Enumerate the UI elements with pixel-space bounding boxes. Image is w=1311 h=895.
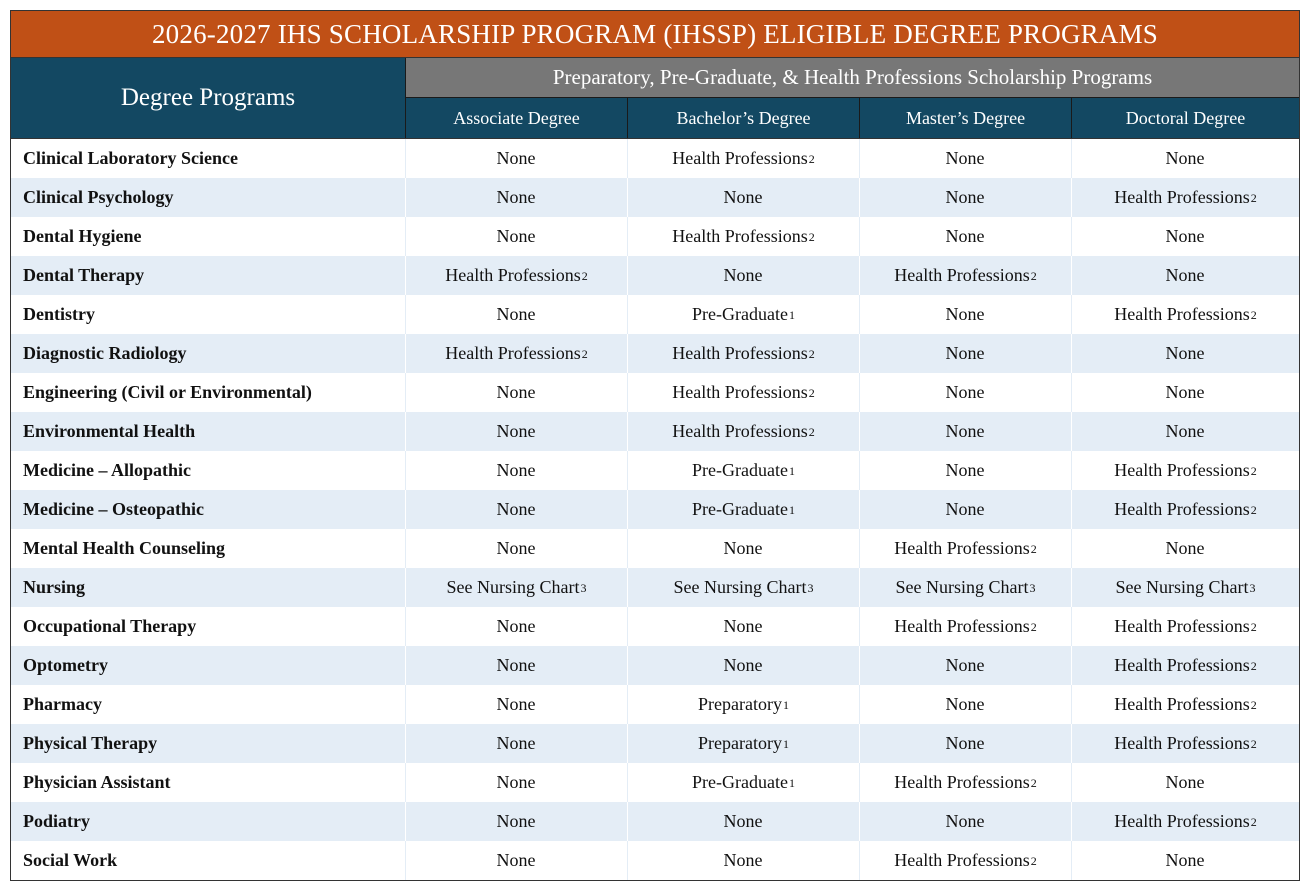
degree-program-name: Physician Assistant — [11, 763, 406, 802]
table-row — [11, 607, 1299, 646]
eligibility-value: Health Professions — [894, 616, 1030, 636]
degree-program-name: Clinical Laboratory Science — [11, 139, 406, 178]
degree-program-name: Optometry — [11, 646, 406, 685]
eligibility-cell — [406, 451, 628, 490]
eligibility-value: Health Professions — [894, 538, 1030, 558]
eligibility-cell — [628, 646, 860, 685]
degree-program-name: Podiatry — [11, 802, 406, 841]
eligibility-value: None — [496, 148, 536, 168]
eligibility-value: None — [945, 733, 985, 753]
eligibility-cell: Health Professions 2 — [628, 373, 860, 412]
table-row — [11, 295, 1299, 334]
table-row — [11, 646, 1299, 685]
eligibility-cell — [406, 373, 628, 412]
column-header-bachelors: Bachelor’s Degree — [628, 98, 860, 138]
eligibility-value: None — [496, 382, 536, 402]
degree-program-name: Dentistry — [11, 295, 406, 334]
eligibility-cell — [628, 178, 860, 217]
eligibility-value: Health Professions — [672, 382, 808, 402]
eligibility-value: Pre-Graduate — [692, 304, 788, 324]
eligibility-cell — [1072, 529, 1299, 568]
eligibility-cell — [406, 685, 628, 724]
eligibility-value: None — [945, 655, 985, 675]
eligibility-cell: Health Professions 2 — [1114, 733, 1257, 753]
eligibility-cell — [406, 646, 628, 685]
eligibility-table — [10, 10, 1300, 881]
eligibility-value: None — [723, 187, 763, 207]
row-label-header: Degree Programs — [11, 58, 406, 138]
eligibility-cell: Health Professions 2 — [406, 256, 628, 295]
table-row — [11, 373, 1299, 412]
column-header-masters: Master’s Degree — [860, 98, 1072, 138]
table-row — [11, 256, 1299, 295]
eligibility-value: Pre-Graduate — [692, 772, 788, 792]
eligibility-cell: Pre-Graduate 1 — [628, 763, 860, 802]
eligibility-cell: Pre-Graduate 1 — [628, 490, 860, 529]
eligibility-cell: Health Professions 2 — [628, 217, 860, 256]
eligibility-value: None — [1165, 343, 1205, 363]
eligibility-cell — [406, 841, 628, 880]
degree-program-name: Mental Health Counseling — [11, 529, 406, 568]
degree-program-name: Medicine – Allopathic — [11, 451, 406, 490]
eligibility-cell: Health Professions 2 — [1114, 655, 1257, 675]
table-row — [11, 685, 1299, 724]
eligibility-cell: Health Professions 2 — [628, 334, 860, 373]
degree-program-name: Social Work — [11, 841, 406, 880]
eligibility-value: None — [1165, 226, 1205, 246]
eligibility-cell: See Nursing Chart 3 — [628, 568, 860, 607]
eligibility-cell — [406, 178, 628, 217]
eligibility-value: Health Professions — [1114, 733, 1250, 753]
eligibility-value: None — [1165, 148, 1205, 168]
eligibility-value: Health Professions — [1114, 694, 1250, 714]
eligibility-cell: Health Professions 2 — [1114, 694, 1257, 714]
table-row — [11, 412, 1299, 451]
eligibility-value: None — [496, 187, 536, 207]
eligibility-cell — [860, 373, 1072, 412]
degree-program-name: Nursing — [11, 568, 406, 607]
eligibility-value: See Nursing Chart — [1115, 577, 1249, 597]
eligibility-cell: Health Professions 2 — [1114, 499, 1257, 519]
eligibility-cell — [1072, 373, 1299, 412]
eligibility-cell — [1072, 139, 1299, 178]
eligibility-cell: Health Professions 2 — [628, 412, 860, 451]
eligibility-cell — [406, 802, 628, 841]
eligibility-cell — [628, 529, 860, 568]
eligibility-value: None — [496, 460, 536, 480]
eligibility-value: Health Professions — [672, 148, 808, 168]
eligibility-value: See Nursing Chart — [673, 577, 807, 597]
table-row — [11, 763, 1299, 802]
degree-program-name: Diagnostic Radiology — [11, 334, 406, 373]
eligibility-cell — [406, 490, 628, 529]
column-header-group — [406, 58, 1299, 138]
eligibility-cell: See Nursing Chart 3 — [860, 568, 1072, 607]
eligibility-cell — [406, 724, 628, 763]
eligibility-value: See Nursing Chart — [446, 577, 580, 597]
eligibility-value: None — [945, 499, 985, 519]
eligibility-value: Health Professions — [1114, 187, 1250, 207]
degree-program-name: Medicine – Osteopathic — [11, 490, 406, 529]
eligibility-cell — [628, 802, 860, 841]
eligibility-cell — [1072, 217, 1299, 256]
eligibility-cell — [860, 490, 1072, 529]
eligibility-value: None — [496, 850, 536, 870]
eligibility-value: None — [496, 304, 536, 324]
eligibility-value: Health Professions — [894, 850, 1030, 870]
eligibility-cell: Preparatory 1 — [628, 724, 860, 763]
eligibility-value: None — [496, 538, 536, 558]
eligibility-value: See Nursing Chart — [895, 577, 1029, 597]
degree-program-name: Dental Therapy — [11, 256, 406, 295]
table-row — [11, 217, 1299, 256]
eligibility-value: None — [496, 616, 536, 636]
eligibility-value: None — [496, 421, 536, 441]
eligibility-value: None — [945, 304, 985, 324]
eligibility-value: None — [945, 226, 985, 246]
eligibility-value: None — [1165, 538, 1205, 558]
eligibility-cell — [628, 607, 860, 646]
eligibility-cell — [860, 724, 1072, 763]
eligibility-value: None — [1165, 772, 1205, 792]
scholarship-group-header: Preparatory, Pre-Graduate, & Health Professions Scholarship Programs — [406, 58, 1299, 98]
eligibility-cell: Health Professions 2 — [1114, 460, 1257, 480]
table-row — [11, 724, 1299, 763]
eligibility-cell — [860, 646, 1072, 685]
eligibility-value: None — [1165, 382, 1205, 402]
eligibility-cell — [1072, 763, 1299, 802]
eligibility-cell: Health Professions 2 — [1114, 304, 1257, 324]
degree-program-name: Clinical Psychology — [11, 178, 406, 217]
column-header-associate: Associate Degree — [406, 98, 628, 138]
eligibility-cell — [406, 607, 628, 646]
eligibility-value: None — [496, 226, 536, 246]
eligibility-cell — [860, 217, 1072, 256]
eligibility-value: None — [945, 382, 985, 402]
table-row — [11, 490, 1299, 529]
eligibility-cell — [1072, 334, 1299, 373]
eligibility-cell: Health Professions 2 — [860, 607, 1072, 646]
eligibility-value: Health Professions — [894, 772, 1030, 792]
eligibility-value: Preparatory — [698, 733, 782, 753]
eligibility-value: Pre-Graduate — [692, 499, 788, 519]
eligibility-cell: Preparatory 1 — [628, 685, 860, 724]
eligibility-value: Health Professions — [445, 265, 581, 285]
eligibility-cell — [860, 685, 1072, 724]
eligibility-cell — [406, 295, 628, 334]
eligibility-cell — [1072, 256, 1299, 295]
eligibility-cell: See Nursing Chart 3 — [1115, 577, 1256, 597]
eligibility-cell: Health Professions 2 — [1114, 187, 1257, 207]
table-row — [11, 529, 1299, 568]
eligibility-cell — [628, 256, 860, 295]
eligibility-value: None — [945, 343, 985, 363]
table-title: 2026-2027 IHS SCHOLARSHIP PROGRAM (IHSSP) ELIGIBLE DEGREE PROGRAMS — [11, 11, 1299, 58]
eligibility-value: Health Professions — [672, 226, 808, 246]
eligibility-value: Health Professions — [1114, 304, 1250, 324]
eligibility-value: Pre-Graduate — [692, 460, 788, 480]
eligibility-cell — [860, 295, 1072, 334]
eligibility-cell: Health Professions 2 — [860, 841, 1072, 880]
eligibility-cell: Health Professions 2 — [1114, 616, 1257, 636]
eligibility-cell: Pre-Graduate 1 — [628, 451, 860, 490]
eligibility-value: None — [945, 460, 985, 480]
eligibility-value: Health Professions — [1114, 616, 1250, 636]
eligibility-value: None — [723, 538, 763, 558]
eligibility-value: None — [723, 616, 763, 636]
eligibility-value: None — [496, 694, 536, 714]
table-body — [11, 139, 1299, 880]
degree-program-name: Occupational Therapy — [11, 607, 406, 646]
eligibility-cell — [860, 178, 1072, 217]
eligibility-value: None — [496, 811, 536, 831]
table-row — [11, 802, 1299, 841]
eligibility-value: None — [496, 772, 536, 792]
eligibility-cell — [628, 841, 860, 880]
eligibility-value: None — [945, 148, 985, 168]
eligibility-cell — [406, 139, 628, 178]
eligibility-cell — [406, 217, 628, 256]
eligibility-cell — [860, 334, 1072, 373]
eligibility-cell: Health Professions 2 — [1114, 811, 1257, 831]
eligibility-value: Health Professions — [672, 421, 808, 441]
eligibility-cell — [860, 139, 1072, 178]
eligibility-value: Preparatory — [698, 694, 782, 714]
degree-program-name: Engineering (Civil or Environmental) — [11, 373, 406, 412]
degree-program-name: Pharmacy — [11, 685, 406, 724]
eligibility-cell: See Nursing Chart 3 — [406, 568, 628, 607]
eligibility-cell: Health Professions 2 — [406, 334, 628, 373]
eligibility-cell — [1072, 841, 1299, 880]
eligibility-cell — [406, 529, 628, 568]
table-header — [11, 58, 1299, 139]
eligibility-cell — [406, 763, 628, 802]
eligibility-cell: Pre-Graduate 1 — [628, 295, 860, 334]
eligibility-value: Health Professions — [1114, 499, 1250, 519]
eligibility-cell: Health Professions 2 — [860, 763, 1072, 802]
eligibility-value: None — [1165, 850, 1205, 870]
eligibility-cell — [860, 802, 1072, 841]
column-header-doctoral: Doctoral Degree — [1125, 107, 1246, 128]
eligibility-value: None — [496, 733, 536, 753]
table-row — [11, 139, 1299, 178]
eligibility-cell: Health Professions 2 — [628, 139, 860, 178]
eligibility-value: None — [723, 811, 763, 831]
eligibility-value: None — [945, 811, 985, 831]
eligibility-value: None — [723, 655, 763, 675]
degree-program-name: Environmental Health — [11, 412, 406, 451]
eligibility-value: None — [723, 850, 763, 870]
eligibility-value: None — [723, 265, 763, 285]
eligibility-value: Health Professions — [894, 265, 1030, 285]
degree-program-name: Physical Therapy — [11, 724, 406, 763]
table-row — [11, 178, 1299, 217]
eligibility-value: None — [945, 187, 985, 207]
table-row — [11, 451, 1299, 490]
eligibility-cell — [406, 412, 628, 451]
eligibility-value: None — [496, 655, 536, 675]
eligibility-value: Health Professions — [1114, 655, 1250, 675]
eligibility-value: Health Professions — [1114, 811, 1250, 831]
table-row — [11, 568, 1299, 607]
degree-column-headers — [406, 98, 1299, 138]
eligibility-value: None — [496, 499, 536, 519]
table-row — [11, 841, 1299, 880]
eligibility-cell: Health Professions 2 — [860, 256, 1072, 295]
eligibility-value: Health Professions — [445, 343, 581, 363]
eligibility-cell — [860, 412, 1072, 451]
table-row — [11, 334, 1299, 373]
eligibility-value: None — [945, 694, 985, 714]
eligibility-cell — [1072, 412, 1299, 451]
eligibility-value: Health Professions — [1114, 460, 1250, 480]
eligibility-value: None — [1165, 265, 1205, 285]
eligibility-cell — [860, 451, 1072, 490]
degree-program-name: Dental Hygiene — [11, 217, 406, 256]
eligibility-value: None — [1165, 421, 1205, 441]
eligibility-cell: Health Professions 2 — [860, 529, 1072, 568]
eligibility-value: None — [945, 421, 985, 441]
eligibility-value: Health Professions — [672, 343, 808, 363]
